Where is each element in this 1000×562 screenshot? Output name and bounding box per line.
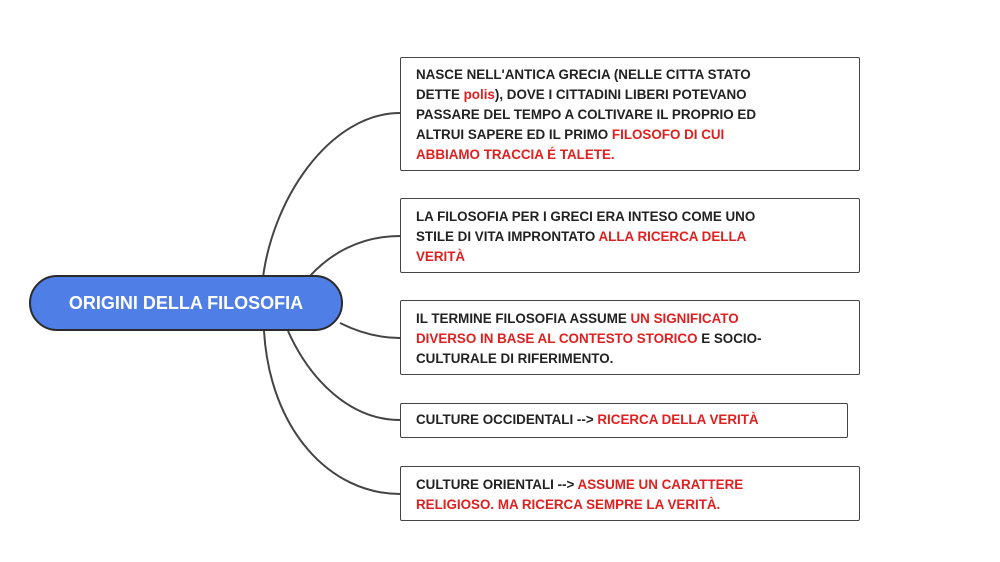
- connector-5: [264, 331, 400, 494]
- topic-text-line: [416, 475, 845, 495]
- topic-text-line: [416, 309, 845, 329]
- topic-text-line: [416, 495, 845, 515]
- highlighted-text: UN SIGNIFICATO: [630, 311, 739, 326]
- topic-text-line: [416, 125, 845, 145]
- text-segment: IL TERMINE FILOSOFIA ASSUME: [416, 311, 631, 326]
- text-segment: E SOCIO-: [697, 331, 762, 346]
- text-segment: CULTURE ORIENTALI -->: [416, 477, 578, 492]
- highlighted-text: RICERCA DELLA VERITÀ: [597, 412, 759, 427]
- topic-text-line: [416, 227, 845, 247]
- highlighted-text: ASSUME UN CARATTERE: [577, 477, 744, 492]
- connector-1: [262, 113, 400, 286]
- topic-text-line: [416, 85, 845, 105]
- topic-text-line: [416, 349, 845, 369]
- topic-origin-greece[interactable]: [400, 57, 860, 171]
- topic-text-line: [416, 247, 845, 267]
- text-segment: NASCE NELL'ANTICA GRECIA (NELLE CITTA STATO: [416, 67, 751, 82]
- topic-text-line: [416, 65, 845, 85]
- topic-text-line: [416, 329, 845, 349]
- text-segment: CULTURE OCCIDENTALI -->: [416, 412, 598, 427]
- text-segment: DETTE: [416, 87, 464, 102]
- text-segment: PASSARE DEL TEMPO A COLTIVARE IL PROPRIO ED: [416, 107, 757, 122]
- highlighted-text: RELIGIOSO. MA RICERCA SEMPRE LA VERITÀ.: [416, 497, 721, 512]
- text-segment: LA FILOSOFIA PER I GRECI ERA INTESO COME UNO: [416, 209, 756, 224]
- connector-2: [310, 236, 400, 276]
- topic-eastern-cultures[interactable]: [400, 466, 860, 521]
- topic-meaning-context[interactable]: [400, 300, 860, 375]
- topic-text-line: [416, 207, 845, 227]
- root-topic[interactable]: [29, 275, 343, 331]
- connector-4: [288, 331, 400, 420]
- text-segment: CULTURALE DI RIFERIMENTO.: [416, 351, 614, 366]
- topic-way-of-life[interactable]: [400, 198, 860, 273]
- topic-text-line: [416, 410, 833, 430]
- topic-western-cultures[interactable]: [400, 403, 848, 438]
- topic-text-line: [416, 145, 845, 165]
- text-segment: ), DOVE I CITTADINI LIBERI POTEVANO: [494, 87, 747, 102]
- highlighted-text: FILOSOFO DI CUI: [611, 127, 725, 142]
- highlighted-text: polis: [463, 87, 495, 102]
- highlighted-text: ALLA RICERCA DELLA: [598, 229, 747, 244]
- text-segment: ALTRUI SAPERE ED IL PRIMO: [416, 127, 612, 142]
- highlighted-text: DIVERSO IN BASE AL CONTESTO STORICO: [416, 331, 698, 346]
- connector-3: [340, 323, 400, 338]
- topic-text-line: [416, 105, 845, 125]
- text-segment: STILE DI VITA IMPRONTATO: [416, 229, 599, 244]
- highlighted-text: ABBIAMO TRACCIA É TALETE.: [416, 147, 615, 162]
- highlighted-text: VERITÀ: [416, 249, 466, 264]
- root-topic-label: ORIGINI DELLA FILOSOFIA: [68, 292, 304, 313]
